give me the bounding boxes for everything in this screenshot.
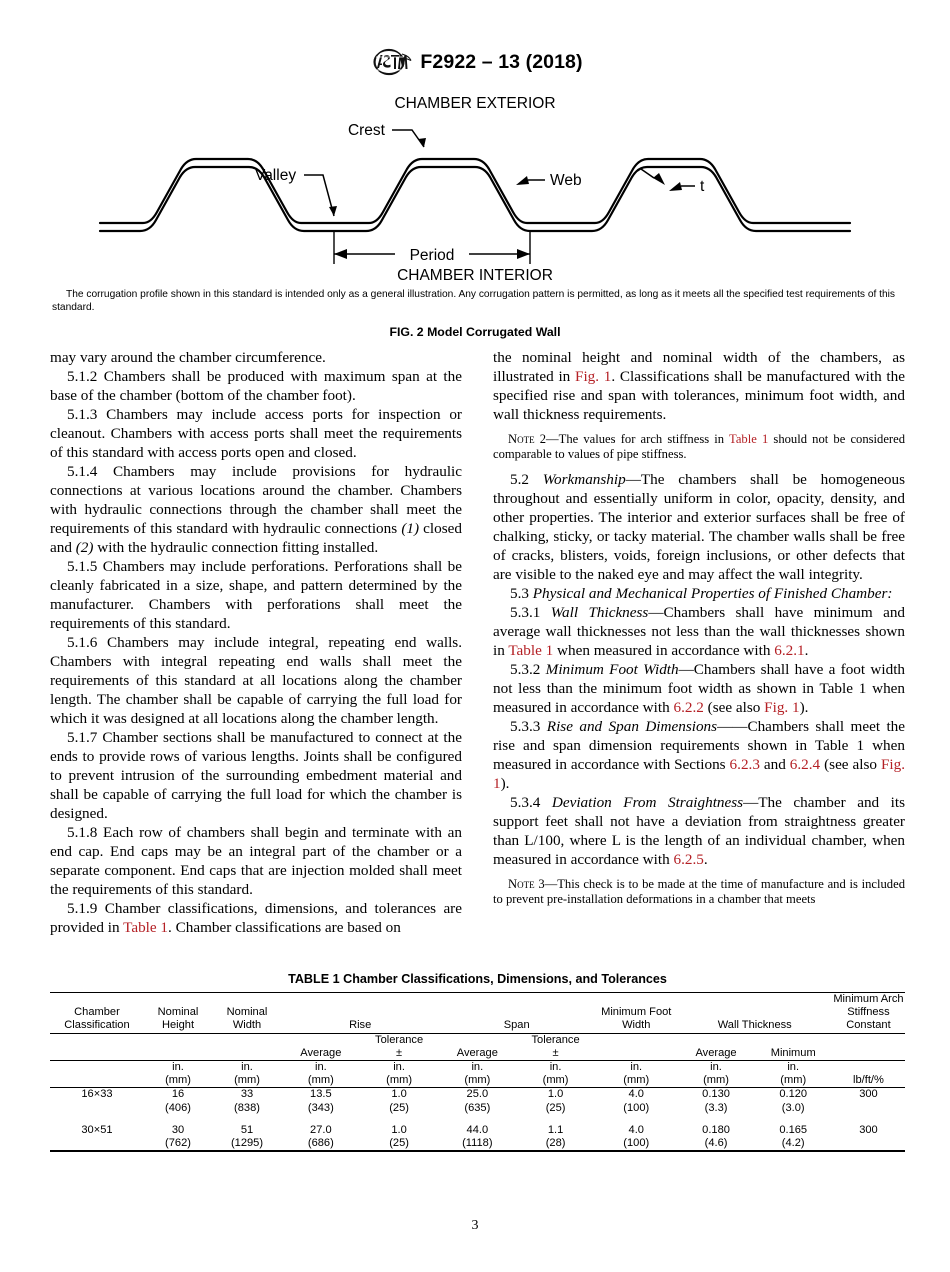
table-spacer-row [50,1115,905,1124]
cell-classification: 16×33 [81,1088,113,1101]
unit-mm-8: (mm) [703,1074,729,1087]
note-3-text: 3—This check is to be made at the time of manufacture and is included to prevent pre-installation deformations in a chamber that meets [493,876,905,907]
cell-span-tol-in: 1.1 [547,1123,564,1136]
p534-text-a: —The chamber and its support feet shall not have a deviation from straightness greater than L/100, where L is the length of an individual chamber, when measured in accordance with [493,793,905,868]
link-table-1[interactable]: Table 1 [123,919,169,936]
unit-in-8: in. [710,1061,722,1074]
p534-title: Deviation From Straightness [551,793,744,811]
p519-text-a: 5.1.9 Chamber classifications, dimensions, and tolerances are provided in [50,900,462,936]
table-row [50,1088,905,1102]
header-chamber-classification: Chamber Classification [64,1006,130,1032]
page-number: 3 [471,1218,479,1233]
label-crest: Crest [347,122,385,139]
p533-number: 5.3.3 [510,717,547,735]
cell-nominal-width-mm: (1295) [230,1137,264,1150]
right-column [493,348,905,937]
unit-nominal-width [212,1061,282,1088]
p53-title: Physical and Mechanical Properties of Finished Chamber: [532,584,893,602]
p532-text-a: —Chambers shall have a foot width not less than the minimum foot width as shown in Table 1 when measured in accordance with [493,660,906,716]
cell-span-tol-mm: (28) [545,1137,566,1150]
link-6-2-2[interactable]: 6.2.2 [673,698,704,716]
cell-rise-avg-mm: (686) [307,1137,334,1150]
document-designation: F2922 – 13 (2018) [420,50,583,73]
unit-rise-average [282,1061,360,1088]
p514-text-a: 5.1.4 Chambers may include provisions for hydraulic connections at various locations around the chamber. Chambers with hydraulic connections through the chamber shall meet the requirements of this standard with hydraulic connections [50,463,462,537]
p532-text-b: (see also [703,698,765,716]
cell-wall-min-in: 0.165 [779,1123,808,1136]
label-valley: Valley [255,167,297,184]
cell-rise-avg-in: 27.0 [310,1123,332,1136]
unit-mm-2: (mm) [234,1074,260,1087]
table-header-groups [50,993,905,1034]
web-arrowhead [516,176,529,185]
spacer-cell [50,1115,905,1124]
cell-classification-metric [50,1102,144,1115]
unit-mm-4: (mm) [386,1074,413,1087]
table-row-metric [50,1137,905,1151]
unit-in-4: in. [393,1061,405,1074]
p531-text-c: . [804,641,809,659]
p531-text-b: when measured in accordance with [553,641,775,659]
p533-text-c: (see also [820,755,881,773]
link-fig-1-533[interactable]: Fig. 1 [493,755,905,792]
link-table-1-note2[interactable]: Table 1 [729,432,769,446]
link-fig-1[interactable]: Fig. 1 [575,368,612,385]
p533-text-a: ——Chambers shall meet the rise and span dimension requirements shown in Table 1 when measured in accordance with Sections [493,717,906,773]
unit-in-2: in. [241,1061,253,1074]
body-columns [50,348,905,937]
cell-arch-stiffness-blank [832,1137,905,1151]
p514-marker-1: (1) [401,520,420,537]
p514-marker-2: (2) [75,539,94,556]
p531-title: Wall Thickness [550,603,649,621]
paragraph-5-3-1 [493,603,905,660]
cell-arch-stiffness-blank [832,1102,905,1115]
header-rise: Rise [349,1019,372,1032]
link-table-1-531[interactable]: Table 1 [508,641,554,659]
p534-text-b: . [703,850,708,868]
cell-rise-avg-mm: (343) [307,1101,334,1114]
page-header [0,47,950,77]
subheader-blank-4 [595,1033,678,1060]
corrugated-wall-diagram [95,92,855,282]
subheader-blank-3 [212,1033,282,1060]
rc-text-b: . Classifications shall be manufactured with the specified rise and span with tolerances, minimum foot width, and wall thickness requirements. [493,368,905,423]
unit-mm-1: (mm) [165,1074,191,1087]
figure-caption: FIG. 2 Model Corrugated Wall [389,324,561,339]
p52-title: Workmanship [542,470,626,488]
header-wall-thickness: Wall Thickness [717,1019,792,1032]
paragraph-5-1-5: 5.1.5 Chambers may include perforations. Perforations shall be cleanly fabricated in a size, shape, and pattern determined by the manufacturer. Chambers with perforations shall meet the requirements of this standard. [50,558,462,632]
table-row [50,1124,905,1137]
cell-classification-metric [50,1137,144,1151]
paragraph-5-3-4 [493,793,905,869]
figure-note: The corrugation profile shown in this standard is intended only as a general illustration. Any corrugation pattern is permitted, as long as it meets all the specified test requirements of this standard. [52,289,896,314]
cell-foot-width-in: 4.0 [628,1088,644,1101]
unit-arch-stiffness: lb/ft/% [853,1074,884,1087]
unit-blank [50,1061,144,1088]
unit-in-1: in. [172,1061,184,1074]
header-minimum-foot-width: Minimum Foot Width [601,1006,672,1032]
figure-2-block [0,92,950,339]
cell-span-avg-in: 25.0 [466,1088,489,1101]
subheader-wall-minimum: Minimum [770,1046,816,1059]
cell-span-avg-mm: (635) [464,1101,491,1114]
paragraph-5-3-3 [493,717,905,793]
cell-wall-avg-mm: (3.3) [704,1101,728,1114]
cell-nominal-height-in: 30 [171,1123,185,1136]
paragraph-5-1-4 [50,462,462,557]
cell-span-avg-mm: (1118) [462,1137,493,1150]
p53-number: 5.3 [510,584,533,602]
cell-wall-min-mm: (3.0) [781,1101,805,1114]
header-minimum-arch-stiffness-constant: Minimum Arch Stiffness Constant [833,993,904,1032]
unit-span-tolerance [516,1061,595,1088]
rc-text-a: the nominal height and nominal width of the chambers, as illustrated in [493,349,905,385]
unit-nominal-height [144,1061,212,1088]
cell-nominal-width-in: 33 [240,1088,254,1101]
cell-nominal-width-in: 51 [240,1123,254,1136]
label-web: Web [550,172,582,189]
table-header-units [50,1061,905,1088]
cell-wall-avg-in: 0.130 [702,1088,730,1101]
paragraph-5-1-8: 5.1.8 Each row of chambers shall begin and terminate with an end cap. End caps may be an integral part of the chamber or a separate component. End caps that are injection molded shall meet the requirements of this standard. [50,824,462,898]
rise-tolerance-word: Tolerance [375,1033,424,1046]
unit-wall-average [678,1061,755,1088]
cell-rise-tol-in: 1.0 [391,1088,407,1101]
period-arrowhead-left [334,249,347,259]
link-6-2-1[interactable]: 6.2.1 [774,641,805,659]
unit-span-average [438,1061,516,1088]
note-2-text-a: 2—The values for arch stiffness in [534,432,730,446]
astm-logo [367,47,413,77]
unit-mm-6: (mm) [542,1074,569,1087]
unit-wall-minimum [755,1061,832,1088]
subheader-wall-average: Average [695,1046,737,1059]
subheader-rise-average: Average [300,1046,342,1059]
note-2 [493,432,905,463]
cell-nominal-height-mm: (406) [165,1101,191,1114]
paragraph-5-1-9 [50,899,462,937]
paragraph-right-continuation [493,348,905,424]
unit-in-7: in. [630,1061,643,1074]
paragraph-5-1-2: 5.1.2 Chambers shall be produced with maximum span at the base of the chamber (bottom of the chamber foot). [50,368,462,404]
left-column [50,348,462,937]
cell-rise-tol-mm: (25) [389,1101,409,1114]
paragraph-5-3 [493,584,905,603]
cell-foot-width-in: 4.0 [628,1123,644,1136]
period-arrowhead-right [517,249,530,259]
header-nominal-height: Nominal Height [157,1006,199,1032]
cell-wall-min-mm: (4.2) [781,1137,805,1150]
subheader-blank-2 [144,1033,212,1060]
link-6-2-3[interactable]: 6.2.3 [729,755,760,773]
cell-span-tol-in: 1.0 [547,1088,564,1101]
subheader-blank-5 [832,1033,905,1060]
p514-text-c: with the hydraulic connection fitting installed. [93,539,379,556]
rise-tolerance-plusminus: ± [396,1046,403,1059]
table-chamber-classifications [50,992,905,1152]
note-2-label: Note [508,432,535,446]
cell-arch-stiffness: 300 [859,1088,878,1101]
table-row-metric [50,1102,905,1115]
p533-text-b: and [759,755,790,773]
label-period: Period [409,247,455,264]
note-3-label: Note [508,876,535,891]
p533-text-d: ). [500,774,510,792]
cell-classification: 30×51 [81,1123,113,1136]
cell-foot-width-mm: (100) [623,1101,650,1114]
paragraph-5-1-6: 5.1.6 Chambers may include integral, repeating end walls. Chambers with integral repeating end walls shall meet the requirements of this standard at all locations along the chamber length. The chamber shall be capable of carrying the full load for which it was designed at all locations along the chamber length. [50,634,462,727]
cell-nominal-height-in: 16 [171,1088,185,1101]
note-3 [493,877,905,908]
cell-foot-width-mm: (100) [623,1137,650,1150]
unit-mm-3: (mm) [307,1074,334,1087]
unit-in-3: in. [314,1061,327,1074]
paragraph-5-3-2 [493,660,905,717]
unit-mm-9: (mm) [780,1074,807,1087]
crest-arrowhead [418,138,426,147]
cell-rise-avg-in: 13.5 [310,1088,332,1101]
p532-title: Minimum Foot Width [545,660,679,678]
paragraph-5-1-7: 5.1.7 Chamber sections shall be manufactured to connect at the ends to provide rows of various lengths. Joints shall be configured to prevent intrusion of the surrounding embedment material and shall be capable of carrying the full load for which the chamber is designed. [50,729,462,822]
subheader-span-average: Average [456,1046,498,1059]
cell-rise-tol-mm: (25) [389,1137,409,1150]
cell-rise-tol-in: 1.0 [391,1123,407,1136]
paragraph-5-2 [493,470,905,584]
table-header-subs [50,1033,905,1060]
thickness-arrowhead-1 [669,182,682,191]
table-title: TABLE 1 Chamber Classifications, Dimensions, and Tolerances [288,972,667,986]
p532-text-c: ). [799,698,809,716]
unit-rise-tolerance [360,1061,439,1088]
cell-wall-avg-mm: (4.6) [704,1137,728,1150]
cell-span-tol-mm: (25) [545,1101,566,1114]
cell-nominal-height-mm: (762) [165,1137,191,1150]
p514-text-b: closed and [50,520,462,556]
p534-number: 5.3.4 [510,793,552,811]
span-tolerance-plusminus: ± [552,1046,559,1059]
cell-wall-min-in: 0.120 [779,1088,808,1101]
unit-mm-5: (mm) [464,1074,491,1087]
subheader-span-tolerance [516,1033,595,1060]
p52-body: —The chambers shall be homogeneous throughout and essentially uniform in color, opacity, density, and other properties. The interior and exterior surfaces shall be free of chalking, sticky, or tacky material. The chamber walls shall be free of cracks, blisters, voids, foreign inclusions, or other defects that are visible to the naked eye and may affect the wall integrity. [493,470,905,583]
label-chamber-exterior: CHAMBER EXTERIOR [394,95,556,112]
cell-wall-avg-in: 0.180 [702,1123,730,1136]
unit-foot-width [595,1061,678,1088]
cell-nominal-width-mm: (838) [234,1101,260,1114]
unit-mm-7: (mm) [623,1074,650,1087]
thickness-arrowhead-2 [653,173,665,185]
p519-text-b: . Chamber classifications are based on [168,919,401,936]
link-fig-1-532[interactable]: Fig. 1 [764,698,800,716]
unit-in-6: in. [549,1061,562,1074]
cell-arch-stiffness: 300 [859,1123,878,1136]
subheader-rise-tolerance [360,1033,439,1060]
header-nominal-width: Nominal Width [226,1006,268,1032]
note-2-text-b: should not be considered comparable to values of pipe stiffness. [493,432,906,462]
paragraph-5-1-3: 5.1.3 Chambers may include access ports for inspection or cleanout. Chambers with access ports shall meet the requirements of this standard with access ports open and closed. [50,406,462,461]
label-chamber-interior: CHAMBER INTERIOR [397,267,553,282]
p52-number: 5.2 [510,470,543,488]
p531-text-a: —Chambers shall have minimum and average wall thicknesses not less than the wall thicknesses shown in [493,603,906,659]
span-tolerance-word: Tolerance [531,1033,580,1046]
p531-number: 5.3.1 [510,603,551,621]
link-6-2-4[interactable]: 6.2.4 [789,755,821,773]
unit-in-5: in. [471,1061,484,1074]
p532-number: 5.3.2 [510,660,546,678]
header-span: Span [503,1019,530,1032]
paragraph-continuation: may vary around the chamber circumference. [50,349,326,366]
table-1-block [50,972,905,1152]
unit-in-9: in. [787,1061,800,1074]
p533-title: Rise and Span Dimensions [546,717,718,735]
subheader-blank-1 [50,1033,144,1060]
link-6-2-5[interactable]: 6.2.5 [673,850,704,868]
cell-span-avg-in: 44.0 [466,1123,489,1136]
label-thickness: t [700,178,705,195]
